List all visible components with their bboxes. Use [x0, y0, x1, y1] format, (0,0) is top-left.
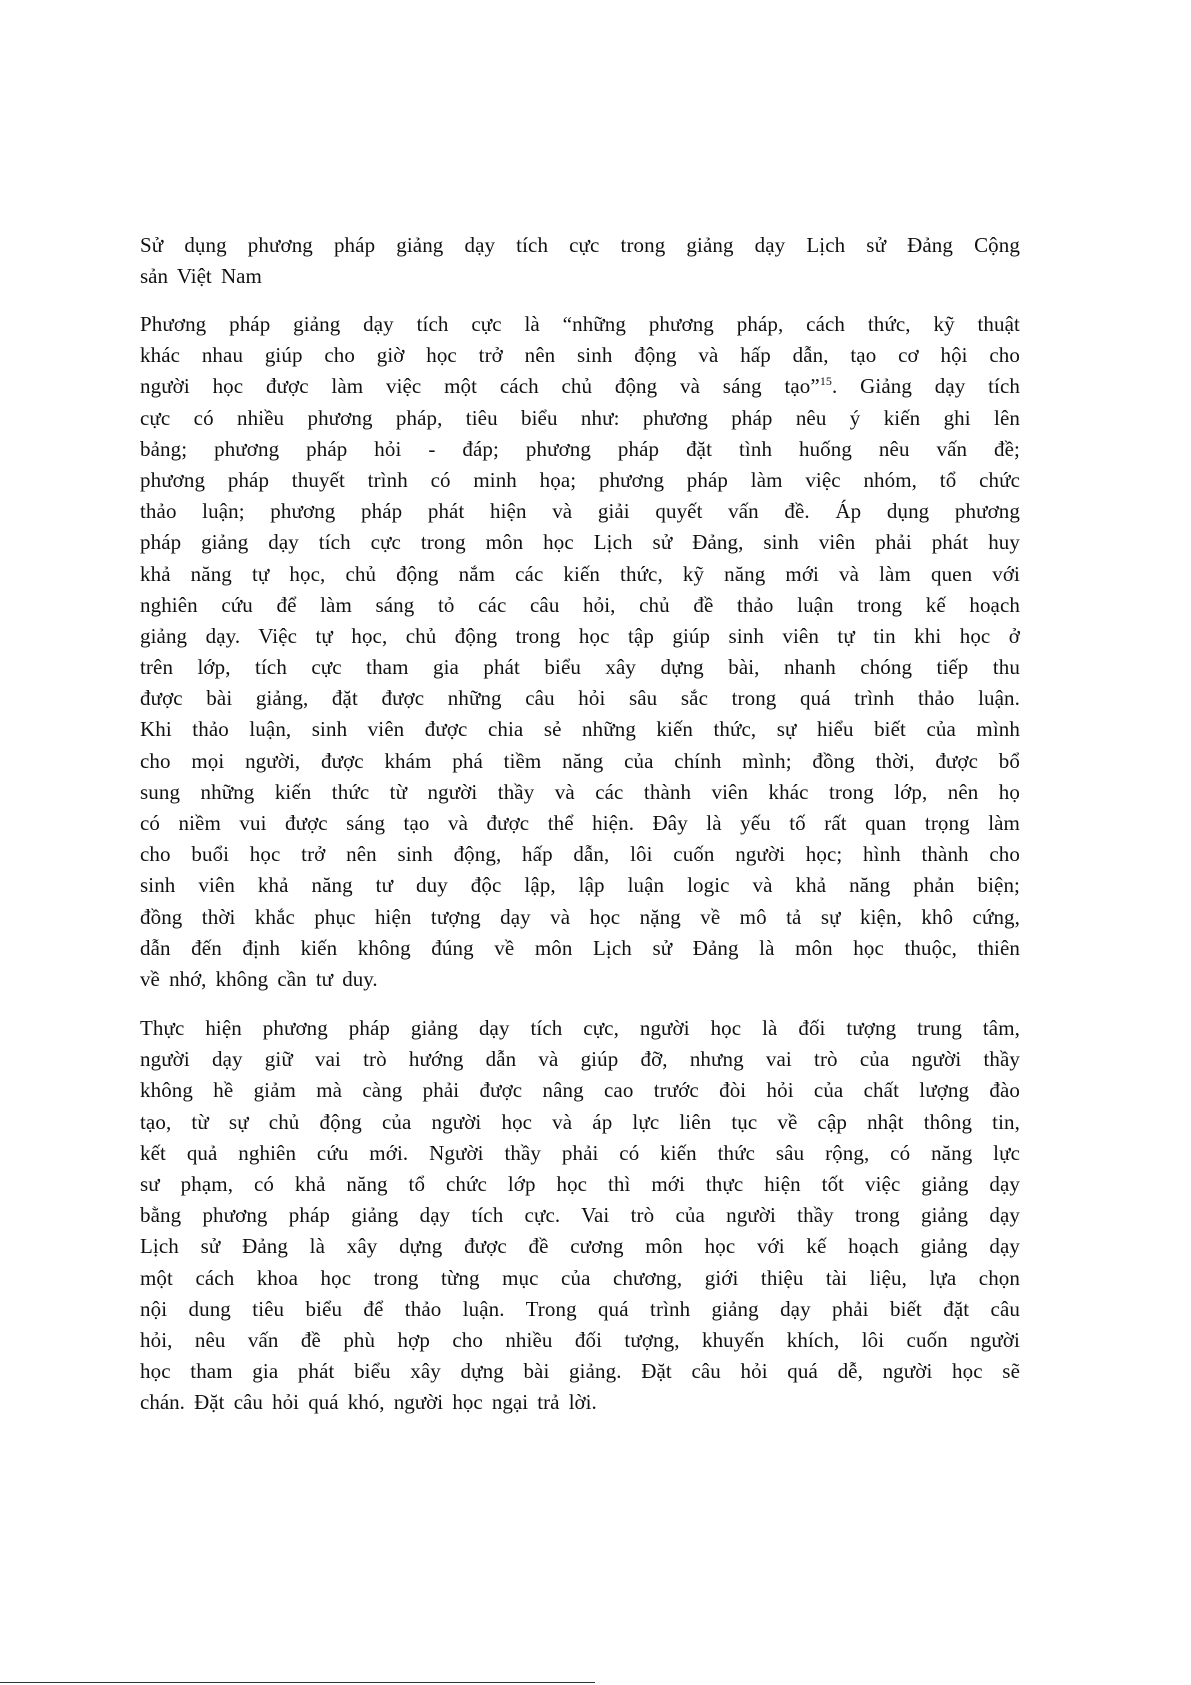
paragraph-line: trên lớp, tích cực tham gia phát biểu xây dựng bài, nhanh chóng tiếp thu [140, 655, 1020, 680]
paragraph-line: đồng thời khắc phục hiện tượng dạy và học nặng về mô tả sự kiện, khô cứng, [140, 904, 1020, 929]
paragraph-line: tạo, từ sự chủ động của người học và áp lực liên tục về cập nhật thông tin, [140, 1109, 1020, 1134]
section-heading [140, 230, 1020, 292]
paragraph-line: Thực hiện phương pháp giảng dạy tích cực, người học là đối tượng trung tâm, [140, 1016, 1020, 1040]
paragraph-line: hỏi, nêu vấn đề phù hợp cho nhiều đối tượng, khuyến khích, lôi cuốn người [140, 1327, 1020, 1352]
line-text-before-footnote: người học được làm việc một cách chủ động và sáng tạo” [140, 374, 820, 399]
paragraph-line-with-footnote [140, 371, 1020, 402]
paragraph-line: cho mọi người, được khám phá tiềm năng của chính mình; đồng thời, được bổ [140, 748, 1020, 773]
paragraph-line: nội dung tiêu biểu để thảo luận. Trong quá trình giảng dạy phải biết đặt câu [140, 1296, 1020, 1321]
paragraph-line: sư phạm, có khả năng tổ chức lớp học thì mới thực hiện tốt việc giảng dạy [140, 1171, 1020, 1196]
paragraph-line: khả năng tự học, chủ động nắm các kiến thức, kỹ năng mới và làm quen với [140, 561, 1020, 586]
paragraph-line: học tham gia phát biểu xây dựng bài giảng. Đặt câu hỏi quá dễ, người học sẽ [140, 1359, 1020, 1384]
paragraph-line: sinh viên khả năng tư duy độc lập, lập luận logic và khả năng phản biện; [140, 873, 1020, 898]
line-text-after-footnote: . Giảng dạy tích [832, 374, 1020, 399]
paragraph-line: một cách khoa học trong từng mục của chương, giới thiệu tài liệu, lựa chọn [140, 1265, 1020, 1290]
footnote-ref[interactable]: 15 [819, 374, 833, 389]
paragraph-line: pháp giảng dạy tích cực trong môn học Lịch sử Đảng, sinh viên phải phát huy [140, 530, 1020, 555]
paragraph-line: sung những kiến thức từ người thầy và các thành viên khác trong lớp, nên họ [140, 779, 1020, 804]
footnote-separator [0, 1682, 595, 1683]
paragraph-line: phương pháp thuyết trình có minh họa; phương pháp làm việc nhóm, tổ chức [140, 467, 1020, 492]
paragraph-line: không hề giảm mà càng phải được nâng cao trước đòi hỏi của chất lượng đào [140, 1078, 1020, 1103]
paragraph-line: có niềm vui được sáng tạo và được thể hiện. Đây là yếu tố rất quan trọng làm [140, 811, 1020, 835]
paragraph-line: kết quả nghiên cứu mới. Người thầy phải có kiến thức sâu rộng, có năng lực [140, 1140, 1020, 1165]
paragraph-line: nghiên cứu để làm sáng tỏ các câu hỏi, chủ đề thảo luận trong kế hoạch [140, 592, 1020, 617]
paragraph-line: Khi thảo luận, sinh viên được chia sẻ những kiến thức, sự hiểu biết của mình [140, 717, 1020, 742]
paragraph-line: cho buổi học trở nên sinh động, hấp dẫn, lôi cuốn người học; hình thành cho [140, 842, 1020, 867]
paragraph-line: cực có nhiều phương pháp, tiêu biểu như: phương pháp nêu ý kiến ghi lên [140, 405, 1020, 430]
paragraph-line: Lịch sử Đảng là xây dựng được đề cương môn học với kế hoạch giảng dạy [140, 1234, 1020, 1259]
heading-line: Sử dụng phương pháp giảng dạy tích cực trong giảng dạy Lịch sử Đảng Cộng [140, 233, 1020, 257]
paragraph-line: thảo luận; phương pháp phát hiện và giải quyết vấn đề. Áp dụng phương [140, 499, 1020, 524]
paragraph-line: chán. Đặt câu hỏi quá khó, người học ngại trả lời. [140, 1390, 597, 1415]
paragraph-line: bằng phương pháp giảng dạy tích cực. Vai trò của người thầy trong giảng dạy [140, 1203, 1020, 1228]
paragraph-2 [140, 1013, 1020, 1418]
paragraph-line: người dạy giữ vai trò hướng dẫn và giúp đỡ, nhưng vai trò của người thầy [140, 1047, 1020, 1072]
paragraph-line: bảng; phương pháp hỏi - đáp; phương pháp đặt tình huống nêu vấn đề; [140, 436, 1020, 461]
heading-line: sản Việt Nam [140, 264, 262, 289]
paragraph-line: giảng dạy. Việc tự học, chủ động trong học tập giúp sinh viên tự tin khi học ở [140, 623, 1020, 648]
paragraph-line: về nhớ, không cần tư duy. [140, 966, 378, 991]
paragraph-line: Phương pháp giảng dạy tích cực là “những phương pháp, cách thức, kỹ thuật [140, 312, 1020, 336]
paragraph-line: dẫn đến định kiến không đúng về môn Lịch sử Đảng là môn học thuộc, thiên [140, 935, 1020, 960]
paragraph-line: được bài giảng, đặt được những câu hỏi sâu sắc trong quá trình thảo luận. [140, 686, 1020, 711]
paragraph-line: khác nhau giúp cho giờ học trở nên sinh động và hấp dẫn, tạo cơ hội cho [140, 343, 1020, 368]
paragraph-1 [140, 309, 1020, 995]
